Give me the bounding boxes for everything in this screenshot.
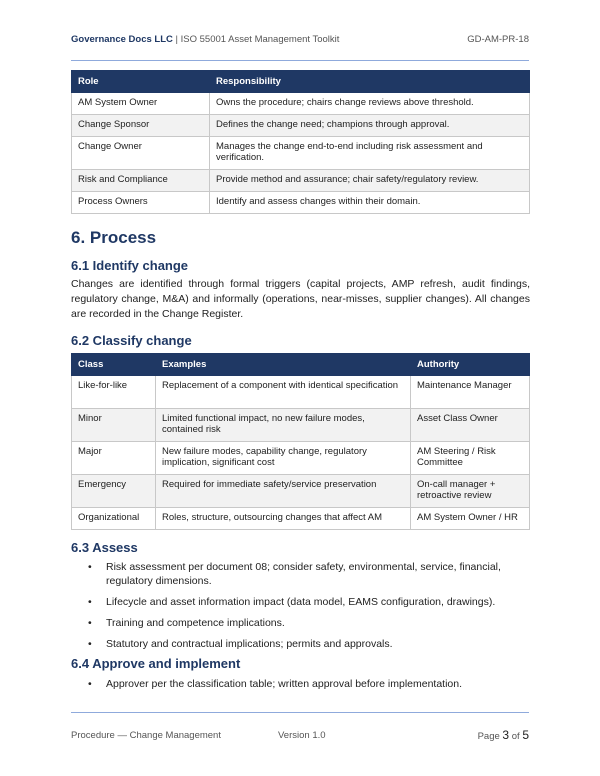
list-item: [71, 637, 530, 651]
table-cell: On-call manager + retroactive review: [411, 475, 530, 508]
subsection-heading: 6.1 Identify change: [71, 258, 189, 273]
roles-table: [71, 70, 530, 214]
table-cell: Process Owners: [72, 192, 210, 214]
table-row: [72, 115, 530, 137]
page-label: Page: [477, 731, 500, 742]
table-row: [72, 170, 530, 192]
table-row: [72, 137, 530, 170]
table-cell: Roles, structure, outsourcing changes that affect AM: [156, 508, 411, 530]
table-row: [72, 442, 530, 475]
table-cell: Like-for-like: [72, 376, 156, 409]
company-name: Governance Docs LLC: [71, 34, 173, 45]
table-row: [72, 376, 530, 409]
bullet-icon: •: [88, 678, 92, 690]
list-item-text: Lifecycle and asset information impact (data model, EAMS configuration, drawings).: [106, 596, 496, 608]
table-cell: Organizational: [72, 508, 156, 530]
paragraph: Changes are identified through formal triggers (capital projects, AMP refresh, audit findings, regulatory change, M&A) and informally (operations, near-misses, supplier changes). All changes are recorded in the Change Register.: [71, 278, 530, 320]
footer-divider: [71, 712, 529, 713]
bullet-list: [71, 560, 530, 658]
table-cell: Required for immediate safety/service preservation: [156, 475, 411, 508]
table-cell: AM Steering / Risk Committee: [411, 442, 530, 475]
document-id: GD-AM-PR-18: [467, 34, 529, 45]
bullet-list: [71, 677, 530, 698]
table-cell: Identify and assess changes within their domain.: [210, 192, 530, 214]
column-header: Class: [72, 354, 156, 376]
table-cell: Owns the procedure; chairs change reviews above threshold.: [210, 93, 530, 115]
table-cell: Change Sponsor: [72, 115, 210, 137]
subsection-heading: 6.2 Classify change: [71, 333, 192, 348]
section-heading: 6. Process: [71, 228, 157, 247]
subsection-heading: 6.3 Assess: [71, 540, 138, 555]
list-item-text: Approver per the classification table; written approval before implementation.: [106, 678, 463, 690]
list-item-text: Risk assessment per document 08; consider safety, environmental, service, financial, regulatory dimensions.: [106, 561, 501, 587]
bullet-icon: •: [88, 596, 92, 608]
current-page: 3: [502, 728, 510, 742]
table-cell: Defines the change need; champions through approval.: [210, 115, 530, 137]
of-label: of: [511, 731, 520, 742]
page-header: [71, 34, 529, 48]
table-cell: Emergency: [72, 475, 156, 508]
table-row: [72, 192, 530, 214]
footer-version: Version 1.0: [278, 730, 326, 741]
header-divider: [71, 60, 529, 61]
table-cell: Limited functional impact, no new failure modes, contained risk: [156, 409, 411, 442]
footer-title: Procedure — Change Management: [71, 730, 221, 741]
table-cell: Change Owner: [72, 137, 210, 170]
bullet-icon: •: [88, 561, 92, 573]
list-item: [71, 560, 530, 588]
list-item: [71, 595, 530, 609]
list-item: [71, 616, 530, 630]
table-row: [72, 93, 530, 115]
bullet-icon: •: [88, 617, 92, 629]
table-cell: Risk and Compliance: [72, 170, 210, 192]
total-pages: 5: [522, 728, 529, 742]
header-subtitle: | ISO 55001 Asset Management Toolkit: [175, 34, 340, 45]
list-item-text: Training and competence implications.: [106, 617, 285, 629]
table-cell: Manages the change end-to-end including risk assessment and verification.: [210, 137, 530, 170]
table-cell: New failure modes, capability change, regulatory implication, significant cost: [156, 442, 411, 475]
table-cell: Maintenance Manager: [411, 376, 530, 409]
table-row: [72, 475, 530, 508]
column-header: Examples: [156, 354, 411, 376]
table-cell: Replacement of a component with identical specification: [156, 376, 411, 409]
page-number: [478, 728, 529, 742]
list-item-text: Statutory and contractual implications; permits and approvals.: [106, 638, 393, 650]
table-cell: Asset Class Owner: [411, 409, 530, 442]
roles-table-header: [72, 71, 530, 93]
classification-table-header: [72, 354, 530, 376]
table-cell: Minor: [72, 409, 156, 442]
page-footer: [71, 730, 529, 746]
table-row: [72, 508, 530, 530]
subsection-heading: 6.4 Approve and implement: [71, 656, 241, 671]
bullet-icon: •: [88, 638, 92, 650]
list-item: [71, 677, 530, 691]
table-cell: AM System Owner: [72, 93, 210, 115]
column-header: Responsibility: [210, 71, 530, 93]
table-cell: AM System Owner / HR: [411, 508, 530, 530]
table-row: [72, 409, 530, 442]
column-header: Authority: [411, 354, 530, 376]
table-cell: Provide method and assurance; chair safety/regulatory review.: [210, 170, 530, 192]
column-header: Role: [72, 71, 210, 93]
table-cell: Major: [72, 442, 156, 475]
classification-table: [71, 353, 530, 530]
